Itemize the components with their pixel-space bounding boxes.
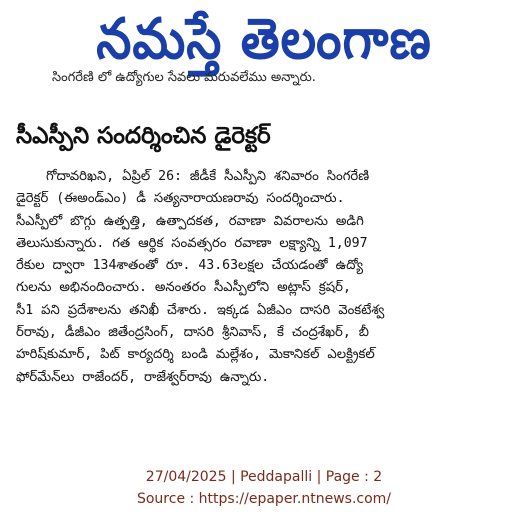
body-line: ఫోర్‌మేన్‌లు రాజేందర్, రాజేశ్వర్‌రావు ఉన్నారు. <box>16 369 270 385</box>
article-body <box>16 166 508 389</box>
cut-line-text: సింగరేణి లో ఉద్యోగుల సేవలు మరువలేము అన్నారు. <box>52 70 316 85</box>
body-line: డైరెక్టర్ (ఈఅండ్ఎం) డీ సత్యనారాయణరావు సందర్శించారు. <box>16 191 345 207</box>
newspaper-masthead <box>0 0 528 78</box>
body-line: హరిష్‌కుమార్, పిట్ కార్యదర్శి బండి మల్లేశం, మెకానికల్ ఎలక్ట్రికల్ <box>16 347 375 363</box>
footer-source-link[interactable]: Source : https://epaper.ntnews.com/ <box>136 491 392 507</box>
article-headline: సీఎస్పీని సందర్శించిన డైరెక్టర్ <box>16 123 271 149</box>
body-line: సీఎస్పీలో బొగ్గు ఉత్పత్తి, ఉత్పాదకత, రవాణా వివరాలను అడిగి <box>16 213 364 229</box>
body-line: తెలుసుకున్నారు. గత ఆర్థిక సంవత్సరం రవాణా లక్ష్యాన్ని 1,097 <box>16 235 368 251</box>
body-line: గోదావరిఖని, ఏప్రిల్ 26: జీడీకే సీఎస్పీని శనివారం సింగరేణి <box>46 169 370 184</box>
footer-date-edition-page: 27/04/2025 | Peddapalli | Page : 2 <box>145 469 383 485</box>
masthead-title: నమస్తే తెలంగాణ <box>96 6 432 72</box>
body-line: రేకుల ద్వారా 134శాతంతో రూ. 43.63లక్షల చేయడంతో ఉద్యో <box>16 258 364 274</box>
body-line: సీ1 పని ప్రదేశాలను తనిఖీ చేశారు. ఇక్కడ ఏజీఎం దాసరి వెంకటేశ్వ <box>16 302 385 318</box>
clipping-footer <box>0 466 528 510</box>
article-clipping <box>12 70 512 438</box>
body-line: గులను అభినందించారు. అనంతరం సీఎస్పీలోని అట్లాస్ క్రషర్, <box>16 280 351 296</box>
body-line: ర్‌రావు, డీజీఎం జితేంద్రసింగ్, దాసరి శ్రీనివాస్, కే చంద్రశేఖర్, బీ <box>16 325 369 341</box>
previous-article-cut-line <box>52 70 472 90</box>
